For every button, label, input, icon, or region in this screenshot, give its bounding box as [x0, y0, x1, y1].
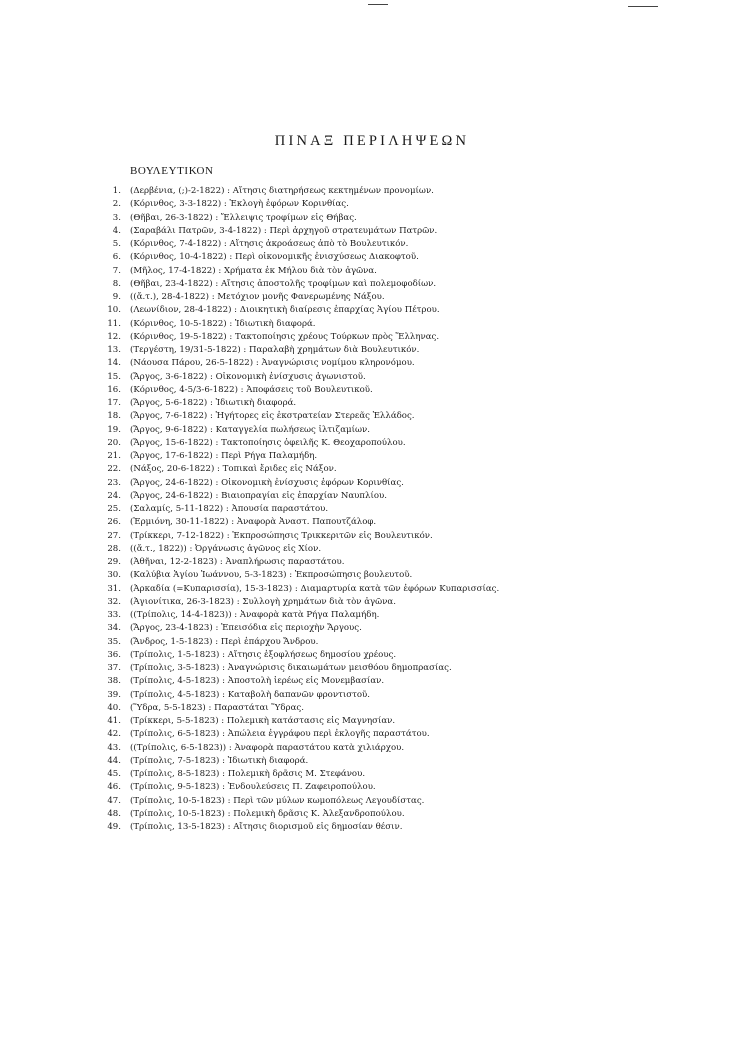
entry-number: 13. [107, 345, 121, 355]
entry-number: 40. [107, 702, 121, 713]
entry-number: 23. [107, 477, 121, 488]
entry-number: 22. [107, 464, 121, 475]
list-item [100, 384, 700, 397]
list-item [100, 477, 700, 490]
entry-text: ((ἄ.τ.), 28-4-1822) : Μετόχιον μονῆς Φανερωμένης Νάξου. [130, 292, 385, 302]
list-item [100, 821, 700, 834]
list-item [100, 569, 700, 582]
entry-text: (Μῆλος, 17-4-1822) : Χρήματα ἐκ Μήλου διὰ τὸν ἀγῶνα. [130, 265, 377, 276]
list-item [100, 344, 700, 357]
entry-number: 24. [107, 490, 121, 501]
list-item [100, 304, 700, 317]
entry-number: 27. [107, 530, 121, 541]
entry-number: 38. [107, 676, 121, 687]
entry-text: (Ἄργος, 5-6-1822) : Ἰδιωτικὴ διαφορά. [130, 398, 297, 408]
entry-text: (Ἄργος, 17-6-1822) : Περὶ Ρήγα Παλαμήδη. [130, 451, 318, 461]
list-item [100, 808, 700, 821]
entry-text: (Κόρινθος, 10-5-1822) : Ἰδιωτικὴ διαφορά. [130, 318, 316, 329]
entry-text: (Κόρινθος, 19-5-1822) : Τακτοποίησις χρέους Τούρκων πρὸς Ἕλληνας. [130, 331, 440, 342]
list-item [100, 371, 700, 384]
list-item [100, 742, 700, 755]
entry-number: 11. [107, 318, 121, 329]
entry-number: 30. [107, 570, 121, 581]
list-item [100, 755, 700, 768]
entry-text: (Λεωνίδιον, 28-4-1822) : Διοικητικὴ διαίρεσις ἐπαρχίας Ἁγίου Πέτρου. [130, 305, 440, 316]
list-item [100, 662, 700, 675]
list-item [100, 291, 700, 304]
entry-text: (Ἄργος, 23-4-1823) : Ἐπεισόδια εἰς περιοχὴν Ἄργους. [130, 623, 362, 634]
list-item [100, 198, 700, 211]
list-item [100, 503, 700, 516]
scan-artifact-mark [368, 4, 388, 5]
entry-number: 48. [107, 808, 121, 819]
entry-number: 28. [107, 543, 121, 554]
entry-number: 37. [107, 663, 121, 673]
list-item [100, 636, 700, 649]
entry-number: 39. [107, 689, 121, 700]
entry-text: (Τρίπολις, 9-5-1823) : Ἐνδουλεύσεις Π. Ζαφειροπούλου. [130, 782, 376, 793]
entry-number: 7. [112, 265, 121, 276]
entry-text: (Θῆβαι, 23-4-1822) : Αἴτησις ἀποστολῆς τροφίμων καὶ πολεμοφοδίων. [130, 278, 437, 289]
entry-number: 8. [112, 278, 121, 289]
entry-text: (Δερβένια, (;)-2-1822) : Αἴτησις διατηρήσεως κεκτημένων προνομίων. [130, 186, 434, 196]
entry-text: (Τρίπολις, 3-5-1823) : Ἀναγνώρισις δικαιωμάτων μεισθόου δημοπρασίας. [130, 663, 452, 673]
entry-number: 4. [112, 225, 121, 236]
list-item [100, 318, 700, 331]
entry-number: 17. [107, 398, 121, 408]
entry-number: 33. [107, 610, 121, 620]
entry-number: 5. [112, 239, 121, 249]
list-item [100, 490, 700, 503]
entry-number: 12. [107, 331, 121, 342]
entry-text: (Ἀθῆναι, 12-2-1823) : Ἀναπλήρωσις παραστάτου. [130, 557, 345, 567]
entry-number: 6. [112, 252, 121, 263]
list-item [100, 251, 700, 264]
entry-number: 9. [112, 292, 121, 302]
entry-text: (Ἑρμιόνη, 30-11-1822) : Ἀναφορὰ Ἀναστ. Παπουτζάλοφ. [130, 517, 377, 528]
list-item [100, 530, 700, 543]
list-item [100, 397, 700, 410]
entry-text: (Τρίπολις, 4-5-1823) : Ἀποστολὴ ἱερέως εἰς Μονεμβασίαν. [130, 676, 385, 687]
list-item [100, 689, 700, 702]
entry-number: 16. [107, 384, 121, 395]
entry-text: (Θῆβαι, 26-3-1822) : Ἔλλειψις τροφίμων εἰς Θήβας. [130, 212, 357, 223]
entry-text: (Ἄργος, 3-6-1822) : Οἰκονομικὴ ἐνίσχυσις ἀγωνιστοῦ. [130, 371, 366, 382]
entry-text: (Ἀρκαδία (=Κυπαρισσία), 15-3-1823) : Διαμαρτυρία κατὰ τῶν ἐφόρων Κυπαρισσίας. [130, 583, 500, 594]
entry-text: (Σαραβάλι Πατρῶν, 3-4-1822) : Περὶ ἀρχηγοῦ στρατευμάτων Πατρῶν. [130, 225, 438, 236]
list-item [100, 649, 700, 662]
entry-number: 46. [107, 782, 121, 793]
entry-text: (Τρίπολις, 13-5-1823) : Αἴτησις διορισμοῦ εἰς δημοσίαν θέσιν. [130, 822, 403, 832]
entry-number: 18. [107, 411, 121, 422]
entry-number: 15. [107, 371, 121, 382]
entry-text: (Ὕδρα, 5-5-1823) : Παραστάται Ὕδρας. [130, 702, 304, 713]
entry-text: (Τρίπολις, 6-5-1823) : Ἀπώλεια ἐγγράφου περὶ ἐκλογῆς παραστάτου. [130, 729, 430, 740]
entry-text: (Κόρινθος, 3-3-1822) : Ἐκλογὴ ἐφόρων Κορινθίας. [130, 199, 349, 210]
entry-number: 41. [107, 716, 121, 726]
entry-text: (Νάξος, 20-6-1822) : Τοπικαὶ ἔριδες εἰς Νάξον. [130, 464, 337, 475]
entry-text: (Τρίπολις, 8-5-1823) : Πολεμικὴ δρᾶσις Μ. Στεφάνου. [130, 769, 366, 779]
entry-text: (Τεργέστη, 19/31-5-1822) : Παραλαβὴ χρημάτων διὰ Βουλευτικόν. [130, 345, 420, 355]
list-item [100, 212, 700, 225]
list-item [100, 609, 700, 622]
list-item [100, 583, 700, 596]
entry-number: 2. [112, 199, 121, 210]
entry-text: (Ἄργος, 24-6-1822) : Βιαιοπραγίαι εἰς ἐπαρχίαν Ναυπλίου. [130, 490, 387, 501]
entry-number: 26. [107, 517, 121, 528]
list-item [100, 675, 700, 688]
entry-text: (Τρίπολις, 1-5-1823) : Αἴτησις ἐξοφλήσεως δημοσίου χρέους. [130, 649, 397, 660]
list-item [100, 424, 700, 437]
entry-text: (Τρίπολις, 4-5-1823) : Καταβολὴ δαπανῶν φροντιστοῦ. [130, 689, 370, 700]
list-item [100, 265, 700, 278]
entry-text: (Σαλαμίς, 5-11-1822) : Ἀπουσία παραστάτου. [130, 504, 329, 514]
entry-text: (Τρίπολις, 7-5-1823) : Ἰδιωτικὴ διαφορά. [130, 755, 309, 766]
entry-text: (Κόρινθος, 4-5/3-6-1822) : Ἀποφάσεις τοῦ Βουλευτικοῦ. [130, 384, 373, 395]
section-heading: ΒΟΥΛΕΥΤΙΚΟΝ [130, 165, 214, 177]
entry-text: (Ἄνδρος, 1-5-1823) : Περὶ ἐπάρχου Ἄνδρου. [130, 636, 319, 647]
list-item [100, 185, 700, 198]
list-item [100, 437, 700, 450]
entry-number: 25. [107, 504, 121, 514]
list-item [100, 278, 700, 291]
entry-text: (Ἀγιονίτικα, 26-3-1823) : Συλλογὴ χρημάτων διὰ τὸν ἀγῶνα. [130, 596, 396, 607]
entry-number: 49. [107, 822, 121, 832]
entry-number: 47. [107, 795, 121, 806]
entry-text: (Νάουσα Πάρου, 26-5-1822) : Ἀναγνώρισις νομίμου κληρονόμου. [130, 358, 415, 369]
list-item [100, 516, 700, 529]
entry-number: 29. [107, 557, 121, 567]
entry-text: (Ἄργος, 24-6-1822) : Οἰκονομικὴ ἐνίσχυσις ἐφόρων Κορινθίας. [130, 477, 404, 488]
entry-text: ((Τρίπολις, 14-4-1823)) : Ἀναφορὰ κατὰ Ρήγα Παλαμήδη. [130, 610, 380, 620]
list-item [100, 357, 700, 370]
list-item [100, 543, 700, 556]
list-item [100, 768, 700, 781]
entry-text: ((Τρίπολις, 6-5-1823)) : Ἀναφορὰ παραστάτου κατὰ χιλιάρχου. [130, 742, 405, 753]
entry-number: 21. [107, 451, 121, 461]
entry-number: 3. [112, 212, 121, 223]
entry-text: (Κόρινθος, 7-4-1822) : Αἴτησις ἀκροάσεως ἀπὸ τὸ Βουλευτικόν. [130, 239, 409, 249]
entry-number: 42. [107, 729, 121, 740]
entry-number: 10. [107, 305, 121, 316]
list-item [100, 781, 700, 794]
entry-text: (Ἄργος, 9-6-1822) : Καταγγελία πωλήσεως ἰλτιζαμίων. [130, 424, 370, 435]
list-item [100, 715, 700, 728]
list-item [100, 410, 700, 423]
entry-number: 31. [107, 583, 121, 594]
page-title: ΠΙΝΑΞ ΠΕΡΙΛΗΨΕΩΝ [274, 133, 470, 149]
entry-text: (Τρίπολις, 10-5-1823) : Πολεμικὴ δρᾶσις Κ. Ἀλεξανδροπούλου. [130, 808, 405, 819]
entry-number: 35. [107, 636, 121, 647]
entry-number: 20. [107, 437, 121, 448]
entry-number: 19. [107, 424, 121, 435]
entry-number: 32. [107, 596, 121, 607]
list-item [100, 331, 700, 344]
entry-number: 14. [107, 358, 121, 369]
entry-number: 1. [112, 186, 121, 196]
summary-list [100, 185, 700, 834]
entry-number: 34. [107, 623, 121, 634]
list-item [100, 596, 700, 609]
list-item [100, 238, 700, 251]
list-item [100, 463, 700, 476]
entry-number: 45. [107, 769, 121, 779]
entry-text: (Τρίκκερι, 7-12-1822) : Ἐκπροσώπησις Τρικκεριτῶν εἰς Βουλευτικόν. [130, 530, 433, 541]
entry-text: (Κόρινθος, 10-4-1822) : Περὶ οἰκονομικῆς ἐνισχύσεως Διακοφτοῦ. [130, 252, 419, 263]
scan-artifact-mark [628, 6, 658, 7]
entry-text: (Τρίπολις, 10-5-1823) : Περὶ τῶν μύλων κωμοπόλεως Λεγουδίστας. [130, 795, 425, 806]
entry-text: ((ἄ.τ., 1822)) : Ὀργάνωσις ἀγῶνος εἰς Χίον. [130, 543, 322, 554]
list-item [100, 622, 700, 635]
entry-number: 44. [107, 755, 121, 766]
entry-number: 43. [107, 742, 121, 753]
list-item [100, 702, 700, 715]
entry-text: (Καλύβια Ἁγίου Ἰωάννου, 5-3-1823) : Ἐκπροσώπησις βουλευτοῦ. [130, 570, 413, 581]
entry-number: 36. [107, 649, 121, 660]
entry-text: (Ἄργος, 7-6-1822) : Ἡγήτορες εἰς ἐκστρατείαν Στερεᾶς Ἑλλάδος. [130, 411, 415, 422]
list-item [100, 450, 700, 463]
list-item [100, 728, 700, 741]
entry-text: (Τρίκκερι, 5-5-1823) : Πολεμικὴ κατάστασις εἰς Μαγνησίαν. [130, 716, 396, 726]
list-item [100, 795, 700, 808]
list-item [100, 225, 700, 238]
list-item [100, 556, 700, 569]
entry-text: (Ἄργος, 15-6-1822) : Τακτοποίησις ὀφειλῆς Κ. Θεοχαροπούλου. [130, 437, 406, 448]
